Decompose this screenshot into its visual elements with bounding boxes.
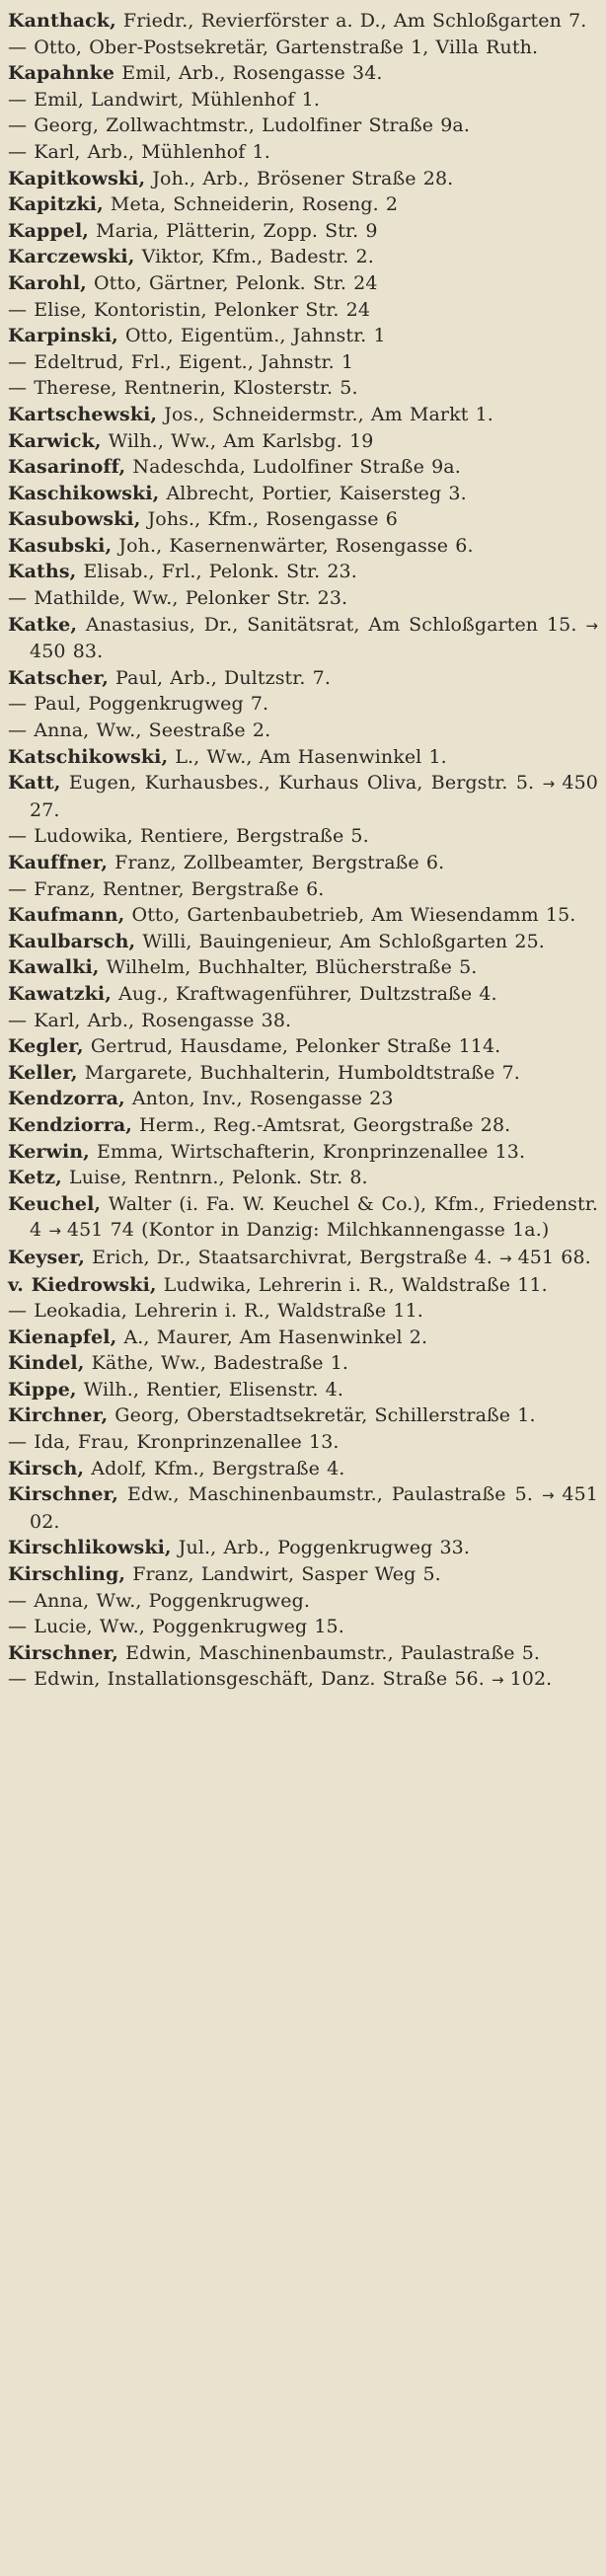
directory-entry — [8, 349, 598, 376]
directory-entry — [8, 244, 598, 270]
entry-details: Aug., Kraftwagenführer, Dultzstraße 4. — [111, 982, 497, 1005]
entry-details: Adolf, Kfm., Bergstraße 4. — [84, 1457, 345, 1479]
entry-surname: Kirchner, — [8, 1404, 109, 1427]
entry-details: Joh., Arb., Brösener Straße 28. — [145, 167, 454, 189]
entry-surname: Katscher, — [8, 666, 109, 689]
entry-details: Johs., Kfm., Rosengasse 6 — [140, 508, 398, 531]
entry-details: Ludowika, Rentiere, Bergstraße 5. — [34, 825, 369, 848]
entry-details: Lucie, Ww., Poggenkrugweg 15. — [34, 1616, 344, 1638]
entry-surname: Kaulbarsch, — [8, 930, 136, 952]
entry-details: Wilh., Ww., Am Karlsbg. 19 — [101, 429, 374, 452]
directory-entry — [8, 139, 598, 166]
entry-details: Nadeschda, Ludolfiner Straße 9a. — [125, 456, 461, 479]
entry-surname: Kanthack, — [8, 10, 116, 32]
ditto-dash: — — [8, 693, 35, 716]
entry-surname: Kasubowski, — [8, 508, 141, 531]
directory-entry — [8, 481, 598, 507]
entry-details: Franz, Landwirt, Sasper Weg 5. — [125, 1563, 441, 1586]
entry-surname: Kappel, — [8, 219, 90, 242]
entry-details: Albrecht, Portier, Kaisersteg 3. — [159, 482, 467, 504]
entry-surname: v. Kiedrowski, — [8, 1273, 157, 1296]
directory-entry — [8, 1008, 598, 1034]
ditto-dash: — — [8, 114, 35, 137]
directory-entry — [8, 270, 598, 297]
directory-entry — [8, 454, 598, 481]
entry-surname: Kaschikowski, — [8, 482, 160, 504]
directory-entry — [8, 1191, 598, 1245]
entry-surname: Kienapfel, — [8, 1326, 117, 1348]
entry-details: Elise, Kontoristin, Pelonker Str. 24 — [34, 298, 371, 321]
entry-details: Gertrud, Hausdame, Pelonker Straße 114. — [83, 1035, 501, 1058]
entry-details: Franz, Rentner, Bergstraße 6. — [34, 877, 325, 900]
entry-phone-number: 102. — [509, 1668, 553, 1691]
directory-entry — [8, 1165, 598, 1191]
directory-entry — [8, 166, 598, 192]
directory-entry — [8, 954, 598, 981]
directory-entry — [8, 60, 598, 87]
entry-details: Käthe, Ww., Badestraße 1. — [84, 1352, 349, 1375]
entry-phone-number: 450 27. — [30, 772, 598, 821]
entry-surname: Katt, — [8, 772, 61, 795]
entry-details: Emma, Wirtschafterin, Kronprinzenallee 13. — [89, 1140, 526, 1163]
entry-details: L., Ww., Am Hasenwinkel 1. — [168, 745, 447, 768]
entry-details: Edw., Maschinenbaumstr., Paulastraße 5. — [117, 1483, 542, 1506]
entry-surname: Karczewski, — [8, 246, 135, 268]
ditto-dash: — — [8, 1668, 35, 1691]
ditto-dash: — — [8, 1589, 35, 1612]
entry-details: Georg, Zollwachtmstr., Ludolfiner Straße 9a. — [34, 114, 470, 137]
entry-details: Emil, Arb., Rosengasse 34. — [114, 62, 383, 85]
entry-surname: Kasubski, — [8, 534, 113, 557]
entry-surname: Kapahnke — [8, 62, 115, 85]
entry-surname: Kirschlikowski, — [8, 1537, 172, 1559]
entry-surname: Katschikowski, — [8, 745, 169, 768]
ditto-dash: — — [8, 36, 35, 58]
entry-surname: Keuchel, — [8, 1192, 102, 1215]
entry-surname: Kirschner, — [8, 1641, 118, 1664]
ditto-dash: — — [8, 298, 35, 321]
ditto-dash: — — [8, 825, 35, 848]
directory-entry — [8, 744, 598, 771]
entry-details: Otto, Ober-Postsekretär, Gartenstraße 1, Villa Ruth. — [34, 36, 539, 58]
entry-details: Therese, Rentnerin, Klosterstr. 5. — [34, 377, 358, 400]
ditto-dash: — — [8, 1300, 35, 1323]
directory-entry — [8, 191, 598, 218]
ditto-dash: — — [8, 1616, 35, 1638]
entry-details: Karl, Arb., Mühlenhof 1. — [34, 140, 270, 163]
entry-surname: Kegler, — [8, 1035, 84, 1058]
entry-details: Emil, Landwirt, Mühlenhof 1. — [34, 88, 321, 111]
telephone-icon: → — [499, 1249, 518, 1267]
entry-details: Jul., Arb., Poggenkrugweg 33. — [171, 1537, 471, 1559]
entry-surname: Kerwin, — [8, 1140, 90, 1163]
entry-surname: Ketz, — [8, 1167, 62, 1189]
directory-entry — [8, 1640, 598, 1667]
entry-surname: Kendziorra, — [8, 1113, 133, 1136]
directory-entry — [8, 770, 598, 823]
directory-entry — [8, 718, 598, 744]
entry-details: Joh., Kasernenwärter, Rosengasse 6. — [112, 534, 474, 557]
directory-entry — [8, 585, 598, 612]
telephone-icon: → — [585, 616, 598, 635]
entry-details: Otto, Gärtner, Pelonk. Str. 24 — [86, 271, 378, 294]
ditto-dash: — — [8, 377, 35, 400]
directory-entry — [8, 876, 598, 903]
entry-details: Leokadia, Lehrerin i. R., Waldstraße 11. — [34, 1300, 423, 1323]
entry-details: Wilh., Rentier, Elisenstr. 4. — [76, 1378, 344, 1401]
entry-surname: Kendzorra, — [8, 1088, 125, 1110]
entry-surname: Karwick, — [8, 429, 102, 452]
directory-entry — [8, 1481, 598, 1535]
entry-surname: Kippe, — [8, 1378, 77, 1401]
entry-details: Anna, Ww., Seestraße 2. — [34, 720, 271, 742]
entry-surname: Kirschner, — [8, 1483, 118, 1506]
directory-entry — [8, 929, 598, 955]
entry-surname: Keller, — [8, 1061, 78, 1084]
entry-surname: Kasarinoff, — [8, 456, 126, 479]
directory-entry — [8, 1086, 598, 1112]
entry-details: Franz, Zollbeamter, Bergstraße 6. — [108, 852, 445, 873]
entry-details: Walter (i. Fa. W. Keuchel & Co.), Kfm., Friedenstr. 4 — [30, 1192, 598, 1242]
directory-entry — [8, 1456, 598, 1482]
directory-entry — [8, 1139, 598, 1166]
entry-details: Ida, Frau, Kronprinzenallee 13. — [34, 1431, 340, 1454]
entry-surname: Kapitzki, — [8, 193, 104, 216]
directory-entry — [8, 1033, 598, 1060]
entry-details: Edwin, Installationsgeschäft, Danz. Straße 56. — [34, 1668, 492, 1691]
directory-entry — [8, 1666, 598, 1694]
directory-entry — [8, 1325, 598, 1351]
entry-details: Paul, Poggenkrugweg 7. — [34, 693, 269, 716]
entry-details: Edeltrud, Frl., Eigent., Jahnstr. 1 — [34, 350, 354, 373]
directory-entry — [8, 1429, 598, 1456]
directory-entry — [8, 35, 598, 61]
entry-details: A., Maurer, Am Hasenwinkel 2. — [116, 1326, 428, 1348]
entry-details: Eugen, Kurhausbes., Kurhaus Oliva, Bergstr. 5. — [60, 772, 543, 795]
entry-details: Karl, Arb., Rosengasse 38. — [34, 1009, 292, 1031]
entry-details: Mathilde, Ww., Pelonker Str. 23. — [34, 587, 348, 610]
entry-details: Luise, Rentnrn., Pelonk. Str. 8. — [61, 1167, 368, 1189]
entry-details: Ludwika, Lehrerin i. R., Waldstraße 11. — [156, 1273, 548, 1296]
entry-details: Wilhelm, Buchhalter, Blücherstraße 5. — [99, 956, 478, 979]
entry-details: Anton, Inv., Rosengasse 23 — [124, 1088, 394, 1110]
entry-details: Otto, Gartenbaubetrieb, Am Wiesendamm 15. — [124, 904, 576, 927]
directory-entry — [8, 323, 598, 349]
entry-phone-number: 451 74 — [66, 1219, 134, 1242]
ditto-dash: — — [8, 720, 35, 742]
entry-details: Meta, Schneiderin, Roseng. 2 — [103, 193, 399, 216]
entry-surname: Kapitkowski, — [8, 167, 146, 189]
entry-details: Jos., Schneidermstr., Am Markt 1. — [157, 403, 493, 425]
entry-details-extra: (Kontor in Danzig: Milchkannengasse 1a.) — [133, 1219, 550, 1242]
directory-entry — [8, 375, 598, 402]
directory-entry — [8, 559, 598, 585]
directory-entry — [8, 428, 598, 455]
directory-entry — [8, 1614, 598, 1640]
entry-surname: Kawalki, — [8, 956, 100, 979]
directory-entry — [8, 1272, 598, 1299]
directory-entry — [8, 1298, 598, 1325]
directory-entry — [8, 218, 598, 245]
entry-phone-number: 450 83. — [30, 641, 104, 663]
directory-entry — [8, 1535, 598, 1561]
entry-details: Elisab., Frl., Pelonk. Str. 23. — [76, 561, 357, 583]
directory-entry — [8, 1350, 598, 1377]
directory-entry — [8, 981, 598, 1008]
directory-entry — [8, 823, 598, 850]
entry-surname: Kirsch, — [8, 1457, 85, 1479]
directory-entry — [8, 1377, 598, 1403]
ditto-dash: — — [8, 88, 35, 111]
ditto-dash: — — [8, 877, 35, 900]
directory-entry — [8, 850, 598, 876]
entry-phone-number: 451 68. — [517, 1246, 591, 1268]
entry-surname: Kartschewski, — [8, 403, 158, 425]
ditto-dash: — — [8, 1431, 35, 1454]
entry-surname: Karpinski, — [8, 325, 118, 347]
directory-entry — [8, 1112, 598, 1139]
directory-entry — [8, 1588, 598, 1615]
directory-entry — [8, 691, 598, 718]
entry-phone-number: 451 02. — [30, 1483, 598, 1533]
entry-surname: Kirschling, — [8, 1563, 126, 1586]
entry-surname: Katke, — [8, 613, 78, 636]
directory-entry — [8, 1402, 598, 1429]
telephone-icon: → — [48, 1222, 67, 1241]
entry-details: Edwin, Maschinenbaumstr., Paulastraße 5. — [117, 1641, 541, 1664]
entry-details: Otto, Eigentüm., Jahnstr. 1 — [117, 325, 386, 347]
telephone-icon: → — [541, 1486, 563, 1505]
telephone-icon: → — [492, 1671, 510, 1690]
entry-details: Viktor, Kfm., Badestr. 2. — [134, 246, 374, 268]
ditto-dash: — — [8, 1009, 35, 1031]
directory-entry — [8, 402, 598, 428]
directory-entry — [8, 1245, 598, 1272]
entry-details: Friedr., Revierförster a. D., Am Schloßgarten 7. — [115, 10, 587, 32]
entry-details: Margarete, Buchhalterin, Humboldtstraße 7. — [77, 1061, 520, 1084]
entry-surname: Kawatzki, — [8, 982, 112, 1005]
entry-details: Anastasius, Dr., Sanitätsrat, Am Schloßgarten 15. — [77, 613, 586, 636]
directory-entry — [8, 8, 598, 35]
entry-surname: Kauffner, — [8, 852, 109, 873]
entry-details: Georg, Oberstadtsekretär, Schillerstraße 1. — [108, 1404, 536, 1427]
directory-entry — [8, 87, 598, 114]
ditto-dash: — — [8, 140, 35, 163]
directory-entry — [8, 665, 598, 692]
entry-surname: Karohl, — [8, 271, 87, 294]
telephone-icon: → — [542, 775, 563, 794]
entry-details: Erich, Dr., Staatsarchivrat, Bergstraße 4. — [84, 1246, 500, 1268]
directory-entry — [8, 1060, 598, 1087]
directory-entry — [8, 612, 598, 665]
entry-surname: Kindel, — [8, 1352, 85, 1375]
directory-entry — [8, 297, 598, 324]
entry-surname: Kaths, — [8, 561, 77, 583]
directory-entry — [8, 533, 598, 560]
entry-surname: Kaufmann, — [8, 904, 125, 927]
directory-entry — [8, 902, 598, 929]
entry-details: Willi, Bauingenieur, Am Schloßgarten 25. — [135, 930, 545, 952]
directory-entry — [8, 1561, 598, 1588]
directory-entry — [8, 506, 598, 533]
entry-details: Herm., Reg.-Amtsrat, Georgstraße 28. — [132, 1113, 511, 1136]
ditto-dash: — — [8, 587, 35, 610]
entry-surname: Keyser, — [8, 1246, 85, 1268]
ditto-dash: — — [8, 350, 35, 373]
entry-details: Paul, Arb., Dultzstr. 7. — [108, 666, 331, 689]
entry-details: Anna, Ww., Poggenkrugweg. — [34, 1589, 310, 1612]
entry-details: Maria, Plätterin, Zopp. Str. 9 — [89, 219, 378, 242]
directory-entry — [8, 113, 598, 139]
